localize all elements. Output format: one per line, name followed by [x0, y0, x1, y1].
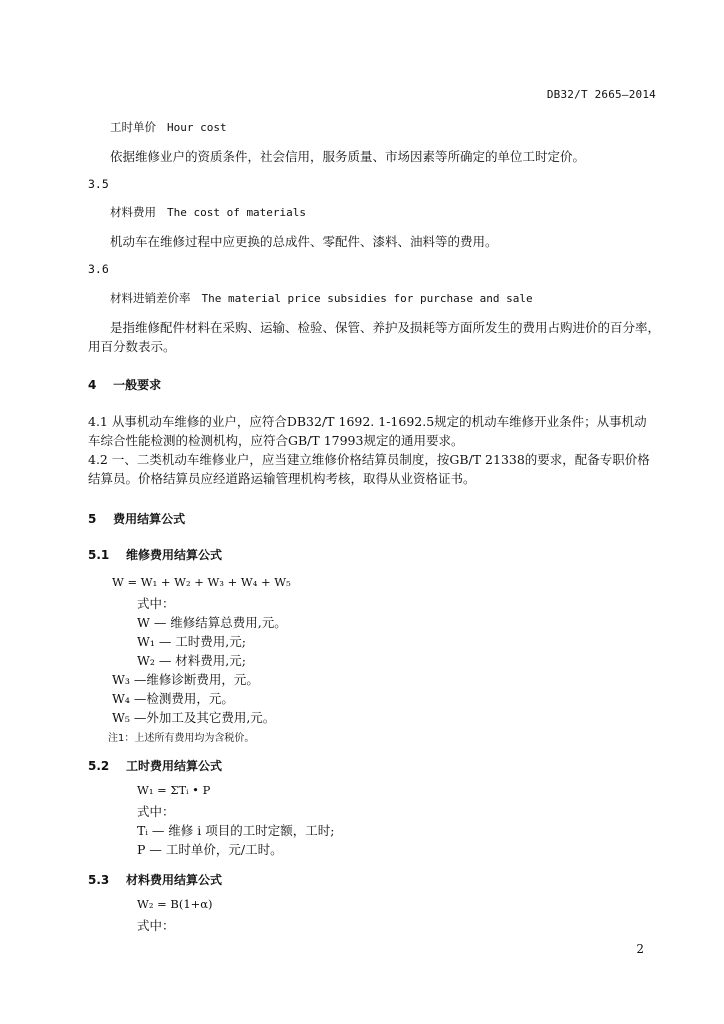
definition-hour-cost: 依据维修业户的资质条件，社会信用，服务质量、市场因素等所确定的单位工时定价。: [110, 149, 586, 164]
chapter-title: 费用结算公式: [113, 512, 186, 526]
def-ti: Tᵢ — 维修 i 项目的工时定额，工时;: [137, 823, 335, 838]
definition-material-price-line1: 是指维修配件材料在采购、运输、检验、保管、养护及损耗等方面所发生的费用占购进价的百分率，: [110, 320, 661, 335]
def-w2: W₂ — 材料费用,元;: [137, 653, 246, 668]
formula-total-cost: W = W₁ + W₂ + W₃ + W₄ + W₅: [112, 575, 291, 589]
definition-cost-of-materials: 机动车在维修过程中应更换的总成件、零配件、漆料、油料等的费用。: [110, 234, 498, 249]
section-number: 5.1: [88, 548, 110, 562]
definition-material-price-line2: 用百分数表示。: [88, 339, 176, 354]
chapter-5-heading: [88, 510, 185, 527]
def-w1: W₁ — 工时费用,元;: [137, 634, 246, 649]
formula-material-cost: W₂ = B(1+α): [137, 897, 213, 911]
section-number: 5.2: [88, 759, 110, 773]
chapter-number: 5: [88, 512, 97, 526]
def-w3: W₃ —维修诊断费用，元。: [112, 672, 259, 687]
paragraph-4-2-line1: 4.2 一、二类机动车维修业户，应当建立维修价格结算员制度，按GB/T 21338的要求，配备专职价格: [88, 452, 650, 467]
page-number: 2: [636, 942, 644, 956]
term-en: The material price subsidies for purchase and sale: [201, 292, 533, 305]
where-label: 式中：: [137, 804, 175, 819]
term-zh: 材料费用: [110, 205, 156, 219]
def-w4: W₄ —检测费用，元。: [112, 691, 234, 706]
term-zh: 工时单价: [110, 120, 156, 134]
paragraph-4-1-line1: 4.1 从事机动车维修的业户，应符合DB32/T 1692. 1-1692.5规定的机动车维修开业条件；从事机动: [88, 414, 647, 429]
term-en: The cost of materials: [166, 206, 307, 219]
def-w: W — 维修结算总费用,元。: [137, 615, 287, 630]
term-hour-cost: [110, 119, 227, 135]
section-5-3-heading: [88, 871, 222, 888]
section-5-2-heading: [88, 757, 222, 774]
paragraph-4-2-line2: 结算员。价格结算员应经道路运输管理机构考核，取得从业资格证书。: [88, 471, 476, 486]
document-code: DB32/T 2665—2014: [546, 88, 656, 101]
section-number-3-6: 3.6: [88, 262, 109, 276]
chapter-4-heading: [88, 376, 161, 393]
section-5-1-heading: [88, 546, 222, 563]
term-zh: 材料进销差价率: [110, 291, 191, 305]
where-label: 式中：: [137, 918, 175, 933]
section-title: 工时费用结算公式: [125, 759, 222, 773]
chapter-number: 4: [88, 378, 97, 392]
where-label: 式中：: [137, 596, 175, 611]
section-number-3-5: 3.5: [88, 177, 109, 191]
paragraph-4-1-line2: 车综合性能检测的检测机构，应符合GB/T 17993规定的通用要求。: [88, 433, 464, 448]
term-material-price-subsidies: [110, 290, 533, 306]
def-p: P — 工时单价，元/工时。: [137, 842, 283, 857]
def-w5: W₅ —外加工及其它费用,元。: [112, 710, 276, 725]
section-title: 维修费用结算公式: [125, 548, 222, 562]
section-number: 5.3: [88, 873, 110, 887]
section-title: 材料费用结算公式: [125, 873, 222, 887]
formula-labor-cost: W₁ = ΣTᵢ • P: [137, 783, 211, 797]
note-tax-inclusive: 注1：上述所有费用均为含税价。: [108, 733, 255, 744]
term-en: Hour cost: [166, 121, 227, 134]
chapter-title: 一般要求: [113, 378, 162, 392]
term-cost-of-materials: [110, 204, 306, 220]
